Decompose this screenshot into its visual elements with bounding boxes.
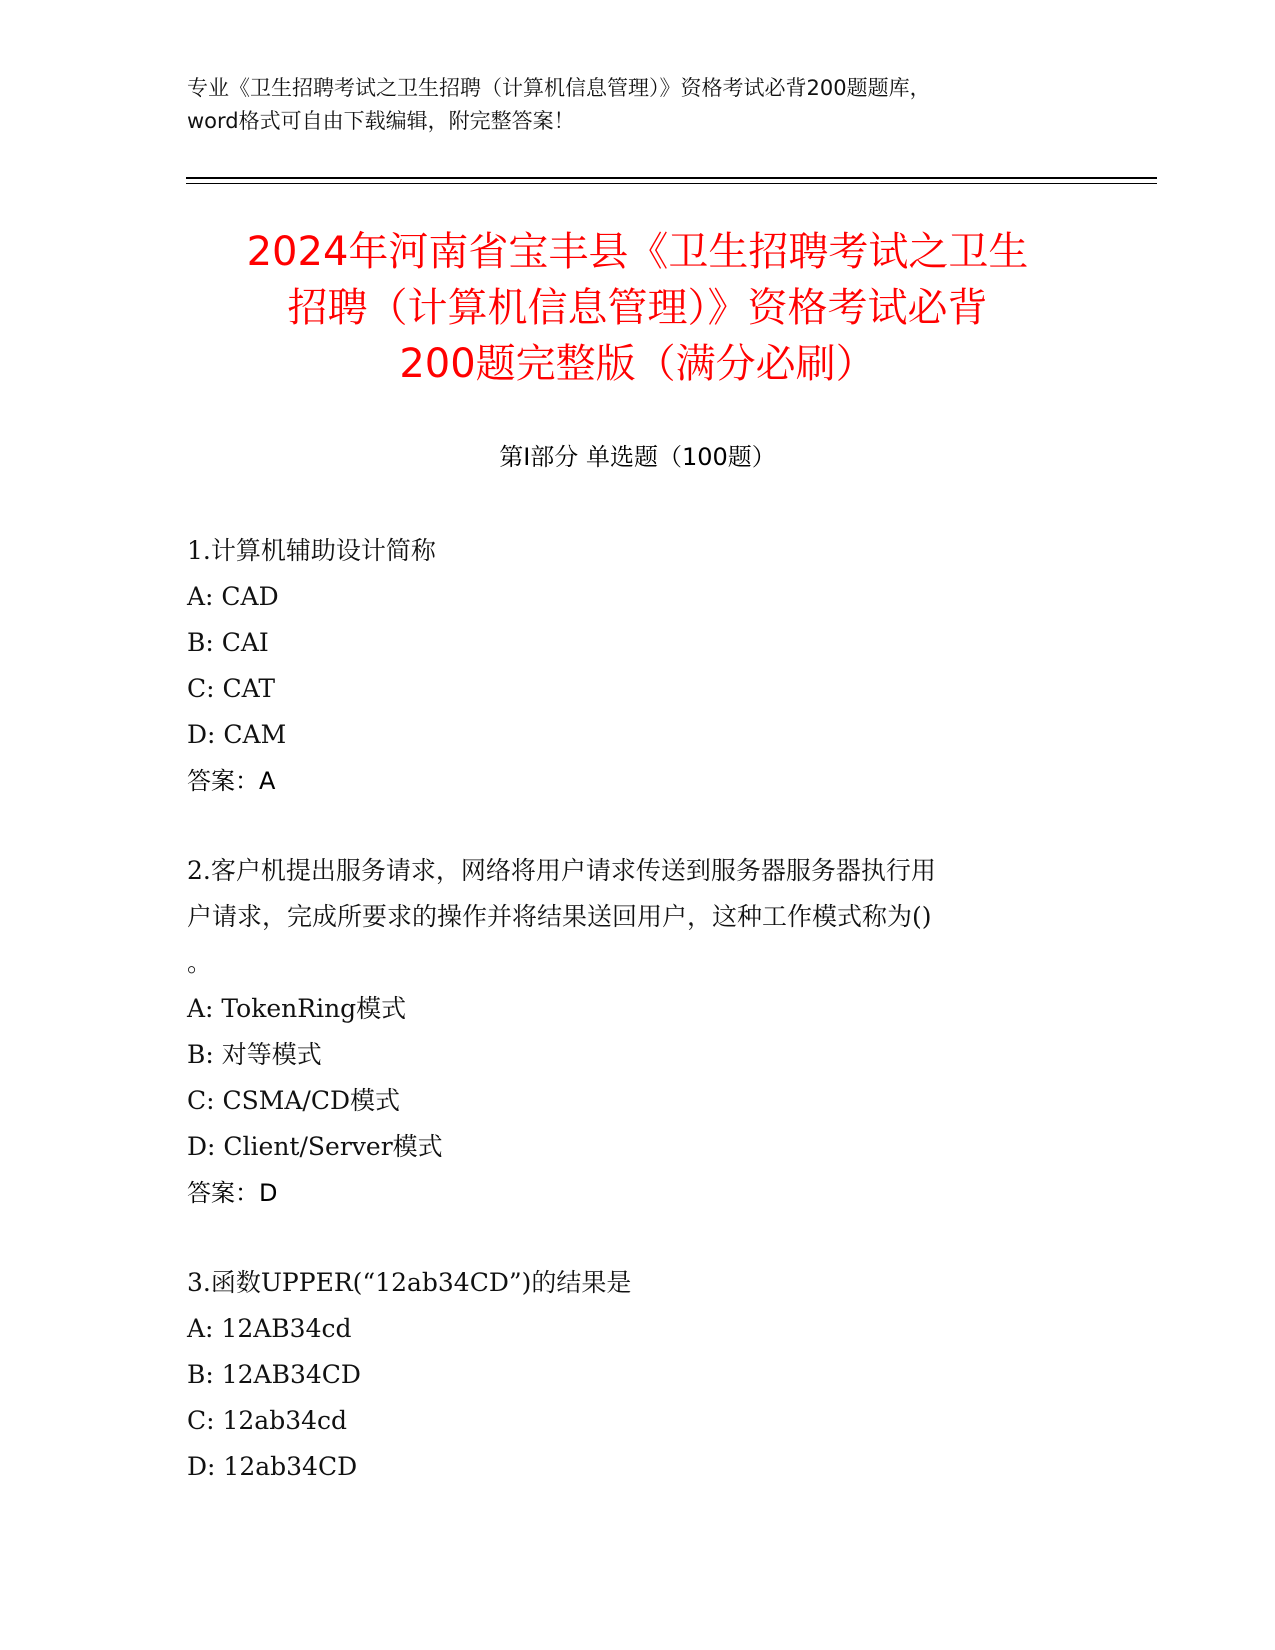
divider-thin	[186, 183, 1157, 184]
option-b: B: 对等模式	[187, 1040, 322, 1069]
option-d: D: Client/Server模式	[187, 1132, 443, 1161]
header-note-line: 专业《卫生招聘考试之卫生招聘（计算机信息管理）》资格考试必背200题题库，	[187, 76, 931, 100]
question-stem: 3.函数UPPER(“12ab34CD”)的结果是	[187, 1268, 632, 1297]
option-b: B: 12AB34CD	[187, 1360, 361, 1389]
option-a: A: 12AB34cd	[187, 1314, 352, 1343]
document-title	[160, 224, 1115, 392]
question-stem: 1.计算机辅助设计简称	[187, 536, 436, 565]
question-1	[187, 528, 1067, 804]
option-d: D: 12ab34CD	[187, 1452, 358, 1481]
section-heading: 第I部分 单选题（100题）	[499, 443, 776, 471]
option-b: B: CAI	[187, 628, 269, 657]
header-note	[187, 72, 1087, 138]
question-stem: 。	[187, 948, 213, 977]
answer: 答案：D	[187, 1179, 278, 1207]
divider-thick	[186, 177, 1157, 179]
option-c: C: 12ab34cd	[187, 1406, 348, 1435]
option-c: C: CSMA/CD模式	[187, 1086, 401, 1115]
option-a: A: TokenRing模式	[187, 994, 407, 1023]
option-c: C: CAT	[187, 674, 275, 703]
option-a: A: CAD	[187, 582, 279, 611]
answer: 答案：A	[187, 767, 276, 795]
option-d: D: CAM	[187, 720, 287, 749]
header-note-line: word格式可自由下载编辑，附完整答案！	[187, 109, 575, 133]
title-line: 200题完整版（满分必刷）	[399, 341, 876, 387]
question-stem: 户请求，完成所要求的操作并将结果送回用户，这种工作模式称为()	[187, 902, 932, 931]
question-stem: 2.客户机提出服务请求，网络将用户请求传送到服务器服务器执行用	[187, 856, 936, 885]
question-2	[187, 848, 1067, 1216]
question-3	[187, 1260, 1067, 1490]
title-line: 2024年河南省宝丰县《卫生招聘考试之卫生	[246, 229, 1029, 275]
title-line: 招聘（计算机信息管理）》资格考试必背	[287, 285, 988, 331]
